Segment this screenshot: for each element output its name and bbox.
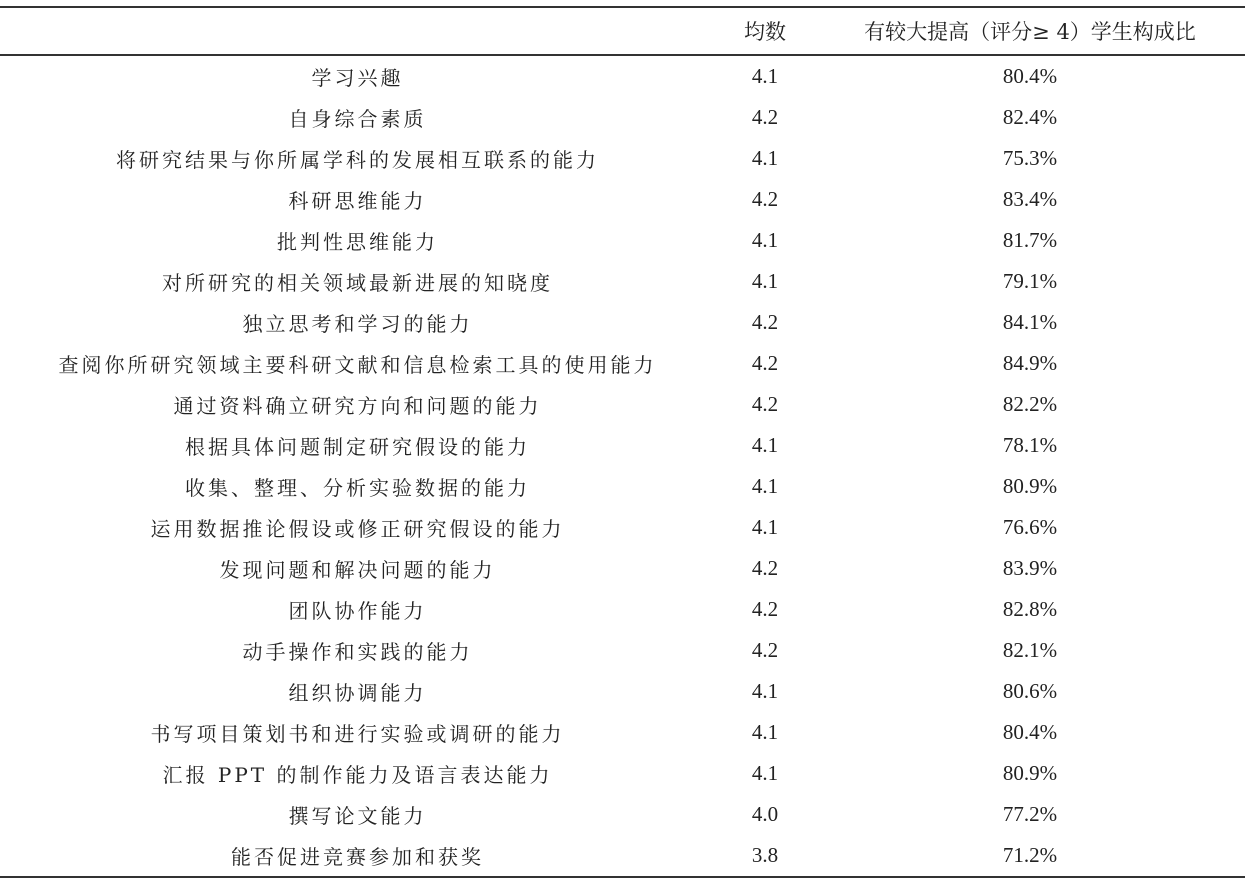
row-ratio-value: 80.4% <box>1002 720 1058 744</box>
row-item-label: 团队协作能力 <box>288 599 427 623</box>
row-mean-value: 4.1 <box>751 761 779 785</box>
row-mean-value: 4.2 <box>751 597 779 621</box>
table-row <box>0 835 1245 876</box>
row-item-label: 根据具体问题制定研究假设的能力 <box>185 435 530 459</box>
row-item-label: 批判性思维能力 <box>277 230 438 254</box>
row-ratio-value: 79.1% <box>1002 269 1058 293</box>
row-item-label: 动手操作和实践的能力 <box>242 640 473 664</box>
row-mean-value: 3.8 <box>751 843 779 867</box>
row-mean-value: 4.1 <box>751 679 779 703</box>
table-row <box>0 138 1245 179</box>
row-item-label: 学习兴趣 <box>311 66 404 90</box>
table-row <box>0 97 1245 138</box>
header-ratio: 有较大提高（评分≥ 4）学生构成比 <box>864 20 1196 44</box>
row-item-label: 通过资料确立研究方向和问题的能力 <box>173 394 542 418</box>
row-ratio-value: 80.9% <box>1002 474 1058 498</box>
row-ratio-value: 76.6% <box>1002 515 1058 539</box>
row-mean-value: 4.2 <box>751 105 779 129</box>
row-ratio-value: 71.2% <box>1002 843 1058 867</box>
row-mean-value: 4.1 <box>751 433 779 457</box>
row-item-label: 科研思维能力 <box>288 189 427 213</box>
row-ratio-value: 81.7% <box>1002 228 1058 252</box>
row-ratio-value: 82.2% <box>1002 392 1058 416</box>
row-ratio-value: 77.2% <box>1002 802 1058 826</box>
table-row <box>0 466 1245 507</box>
row-mean-value: 4.1 <box>751 64 779 88</box>
data-table <box>0 6 1245 878</box>
table-row <box>0 179 1245 220</box>
row-item-label: 书写项目策划书和进行实验或调研的能力 <box>150 722 565 746</box>
row-ratio-value: 78.1% <box>1002 433 1058 457</box>
row-ratio-value: 82.8% <box>1002 597 1058 621</box>
row-mean-value: 4.2 <box>751 392 779 416</box>
row-item-label: 撰写论文能力 <box>288 804 427 828</box>
table-row <box>0 630 1245 671</box>
row-item-label: 汇报 PPT 的制作能力及语言表达能力 <box>162 763 553 787</box>
row-ratio-value: 75.3% <box>1002 146 1058 170</box>
row-mean-value: 4.1 <box>751 146 779 170</box>
row-item-label: 将研究结果与你所属学科的发展相互联系的能力 <box>116 148 599 172</box>
table-row <box>0 671 1245 712</box>
header-item <box>0 8 715 54</box>
row-item-label: 组织协调能力 <box>288 681 427 705</box>
row-ratio-value: 80.4% <box>1002 64 1058 88</box>
table-row <box>0 261 1245 302</box>
row-item-label: 发现问题和解决问题的能力 <box>219 558 496 582</box>
row-mean-value: 4.2 <box>751 310 779 334</box>
table-row <box>0 753 1245 794</box>
table-row <box>0 589 1245 630</box>
row-item-label: 自身综合素质 <box>288 107 427 131</box>
row-ratio-value: 80.6% <box>1002 679 1058 703</box>
row-mean-value: 4.2 <box>751 638 779 662</box>
table-row <box>0 56 1245 97</box>
table-row <box>0 712 1245 753</box>
row-mean-value: 4.0 <box>751 802 779 826</box>
row-mean-value: 4.2 <box>751 556 779 580</box>
row-mean-value: 4.2 <box>751 187 779 211</box>
table-row <box>0 548 1245 589</box>
table-row <box>0 507 1245 548</box>
table-header <box>0 8 1245 56</box>
row-mean-value: 4.1 <box>751 228 779 252</box>
row-item-label: 能否促进竞赛参加和获奖 <box>231 845 484 869</box>
row-ratio-value: 83.4% <box>1002 187 1058 211</box>
row-ratio-value: 80.9% <box>1002 761 1058 785</box>
row-mean-value: 4.1 <box>751 720 779 744</box>
row-item-label: 查阅你所研究领域主要科研文献和信息检索工具的使用能力 <box>58 353 657 377</box>
table-row <box>0 384 1245 425</box>
table-row <box>0 302 1245 343</box>
table-row <box>0 794 1245 835</box>
row-ratio-value: 82.4% <box>1002 105 1058 129</box>
table-row <box>0 220 1245 261</box>
row-mean-value: 4.1 <box>751 515 779 539</box>
row-mean-value: 4.2 <box>751 351 779 375</box>
table-body <box>0 56 1245 876</box>
row-item-label: 运用数据推论假设或修正研究假设的能力 <box>150 517 565 541</box>
row-ratio-value: 83.9% <box>1002 556 1058 580</box>
table-row <box>0 425 1245 466</box>
row-mean-value: 4.1 <box>751 474 779 498</box>
row-ratio-value: 82.1% <box>1002 638 1058 662</box>
row-item-label: 独立思考和学习的能力 <box>242 312 473 336</box>
row-mean-value: 4.1 <box>751 269 779 293</box>
row-ratio-value: 84.1% <box>1002 310 1058 334</box>
table-row <box>0 343 1245 384</box>
row-item-label: 收集、整理、分析实验数据的能力 <box>185 476 530 500</box>
header-mean: 均数 <box>744 20 786 44</box>
row-ratio-value: 84.9% <box>1002 351 1058 375</box>
row-item-label: 对所研究的相关领域最新进展的知晓度 <box>162 271 553 295</box>
